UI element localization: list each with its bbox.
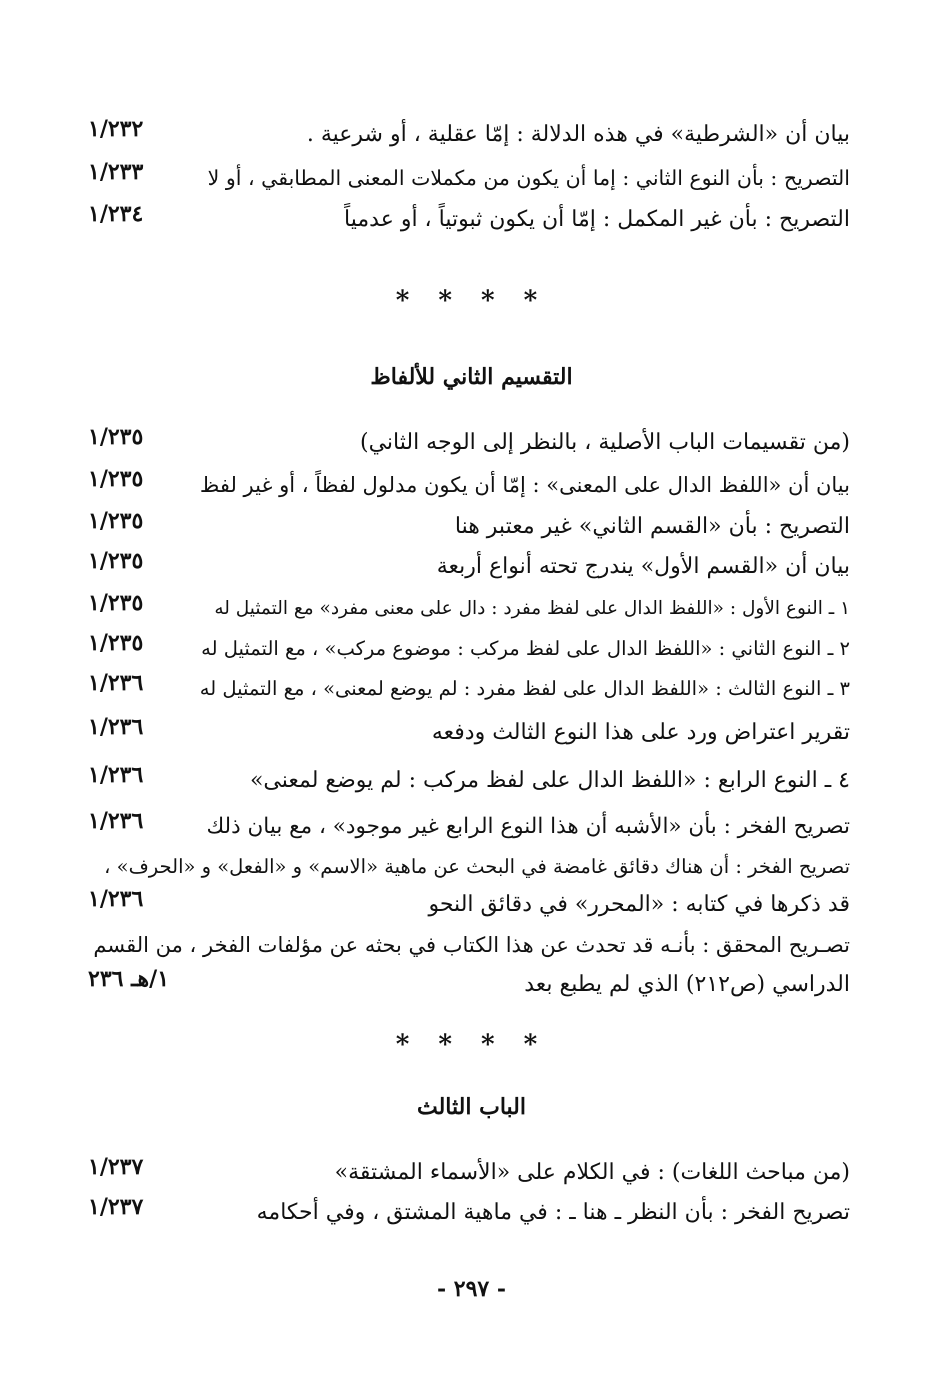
entry-text: ٣ ـ النوع الثالث : «اللفظ الدال على لفظ مفرد : لم يوضع لمعنى» ، مع التمثيل له xyxy=(199,677,850,700)
entry-text: التصريح : بأن غير المكمل : إمّا أن يكون ثبوتياً ، أو عدمياً xyxy=(344,207,850,232)
entry-ref: ١/٢٣٦ xyxy=(88,714,144,740)
section-separator: * * * * xyxy=(395,286,548,316)
entry-ref: ١/٢٣٦ xyxy=(88,886,144,912)
entry-text: (من تقسيمات الباب الأصلية ، بالنظر إلى الوجه الثاني) xyxy=(359,430,850,455)
entry-text: التصريح : بأن النوع الثاني : إما أن يكون من مكملات المعنى المطابقي ، أو لا xyxy=(207,166,850,190)
entry-text: ١ ـ النوع الأول : «اللفظ الدال على لفظ مفرد : دال على معنى مفرد» مع التمثيل له xyxy=(214,598,850,619)
entry-ref: ١/٢٣٥ xyxy=(88,548,144,574)
entry-ref: ١/٢٣٣ xyxy=(88,159,144,185)
entry-text: ٢ ـ النوع الثاني : «اللفظ الدال على لفظ مركب : موضوع مركب» ، مع التمثيل له xyxy=(201,637,850,660)
entry-ref: ١/٢٣٥ xyxy=(88,466,144,492)
entry-text: تقرير اعتراض ورد على هذا النوع الثالث ودفعه xyxy=(431,720,850,745)
entry-ref: ١/٢٣٧ xyxy=(88,1194,144,1220)
page-number: - ٢٩٧ - xyxy=(436,1276,507,1302)
entry-text: تصريح الفخر : بأن النظر ـ هنا ـ : في ماهية المشتق ، وفي أحكامه xyxy=(256,1200,850,1225)
entry-ref: ١/٢٣٢ xyxy=(88,116,144,142)
entry-text: الدراسي (ص٢١٢) الذي لم يطبع بعد xyxy=(524,972,850,997)
entry-text: تصريح الفخر : أن هناك دقائق غامضة في البحث عن ماهية «الاسم» و «الفعل» و «الحرف» ، xyxy=(104,855,850,878)
entry-text: بيان أن «القسم الأول» يندرج تحته أنواع أربعة xyxy=(436,554,850,579)
entry-text: تصريح الفخر : بأن «الأشبه أن هذا النوع الرابع غير موجود» ، مع بيان ذلك xyxy=(206,814,850,839)
entry-ref: ١/٢٣٦ xyxy=(88,808,144,834)
entry-ref: ١/٢٣٥ xyxy=(88,424,144,450)
entry-text: (من مباحث اللغات) : في الكلام على «الأسماء المشتقة» xyxy=(334,1160,850,1185)
entry-text: بيان أن «اللفظ الدال على المعنى» : إمّا أن يكون مدلول لفظاً ، أو غير لفظ xyxy=(199,473,850,497)
entry-text: بيان أن «الشرطية» في هذه الدلالة : إمّا عقلية ، أو شرعية . xyxy=(306,122,850,147)
entry-text: ٤ ـ النوع الرابع : «اللفظ الدال على لفظ مركب : لم يوضع لمعنى» xyxy=(249,768,850,793)
entry-text: التصريح : بأن «القسم الثاني» غير معتبر هنا xyxy=(454,514,850,539)
entry-ref: ١/٢٣٦ xyxy=(88,670,144,696)
entry-text: تصـريح المحقق : بأنـه قد تحدث عن هذا الكتاب في بحثه عن مؤلفات الفخر ، من القسم xyxy=(93,933,850,957)
entry-ref: ١/٢٣٥ xyxy=(88,630,144,656)
entry-ref: ١/٢٣٥ xyxy=(88,590,144,616)
section-separator: * * * * xyxy=(395,1030,548,1060)
entry-ref: ١/هـ ٢٣٦ xyxy=(88,966,170,992)
entry-ref: ١/٢٣٦ xyxy=(88,762,144,788)
entry-ref: ١/٢٣٧ xyxy=(88,1154,144,1180)
entry-ref: ١/٢٣٤ xyxy=(88,201,144,227)
section-heading: الباب الثالث xyxy=(417,1094,526,1120)
entry-text: قد ذكرها في كتابه : «المحرر» في دقائق النحو xyxy=(428,892,850,917)
entry-ref: ١/٢٣٥ xyxy=(88,508,144,534)
section-heading: التقسيم الثاني للألفاظ xyxy=(370,364,573,390)
